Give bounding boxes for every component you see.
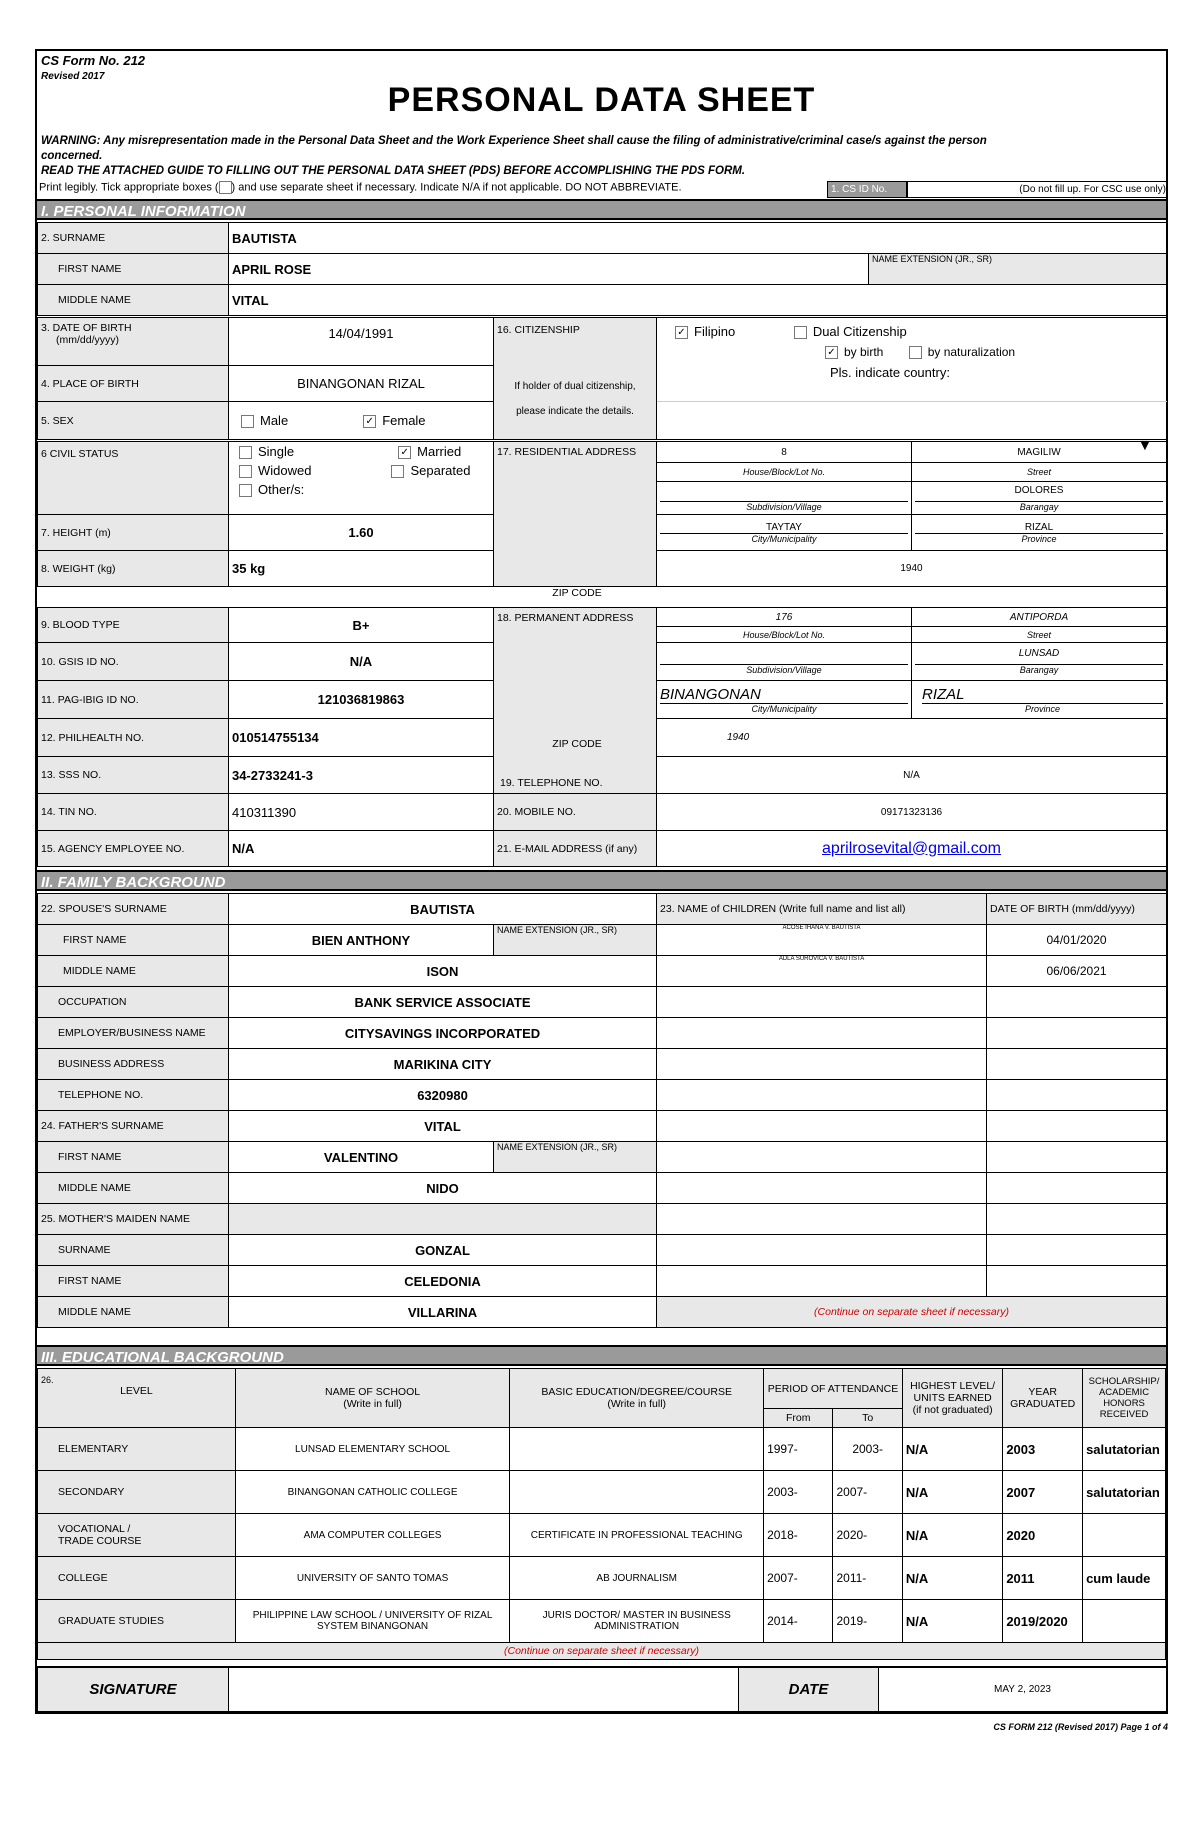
- table-row: [38, 1600, 1166, 1643]
- date-label: DATE: [739, 1667, 879, 1711]
- child-dob-4[interactable]: [987, 1018, 1167, 1049]
- section-family: II. FAMILY BACKGROUND: [37, 870, 1166, 891]
- by-naturalization-checkbox[interactable]: [909, 346, 922, 359]
- height-label: 7. HEIGHT (m): [38, 515, 229, 551]
- family-table: [37, 893, 1167, 1328]
- father-surname-field[interactable]: VITAL: [229, 1111, 657, 1142]
- tin-label: 14. TIN NO.: [38, 794, 229, 831]
- permanent-label: 18. PERMANENT ADDRESS: [494, 608, 657, 794]
- page-footer: CS FORM 212 (Revised 2017) Page 1 of 4: [993, 1722, 1168, 1732]
- edu-to[interactable]: 2007-: [833, 1471, 902, 1514]
- residential-label: 17. RESIDENTIAL ADDRESS: [497, 446, 637, 458]
- pagibig-field[interactable]: 121036819863: [229, 681, 494, 719]
- child-row-9[interactable]: [657, 1173, 987, 1204]
- mother-middle-label: MIDDLE NAME: [38, 1297, 229, 1328]
- philhealth-field[interactable]: 010514755134: [229, 719, 494, 757]
- email-label: 21. E-MAIL ADDRESS (if any): [494, 831, 657, 867]
- perm-street-caption: Street: [912, 627, 1167, 643]
- employer-field[interactable]: CITYSAVINGS INCORPORATED: [229, 1018, 657, 1049]
- res-zip-field[interactable]: 1940: [657, 551, 1167, 587]
- personal-details-table: [37, 317, 1167, 440]
- from-header: From: [764, 1409, 833, 1428]
- civil-status-field: [229, 442, 494, 515]
- perm-barangay-caption: Barangay: [915, 664, 1163, 675]
- civil-status-label: 6 CIVIL STATUS: [38, 442, 229, 515]
- others-label: Other/s:: [258, 482, 305, 498]
- telephone-field[interactable]: N/A: [657, 757, 1167, 794]
- edu-course[interactable]: [510, 1428, 764, 1471]
- perm-city-caption: City/Municipality: [660, 703, 908, 714]
- name-table: [37, 222, 1167, 316]
- children-dob-label: DATE OF BIRTH (mm/dd/yyyy): [987, 894, 1167, 925]
- mobile-field[interactable]: 09171323136: [657, 794, 1167, 831]
- school-header: NAME OF SCHOOL (Write in full): [235, 1369, 509, 1428]
- edu-continue-note: (Continue on separate sheet if necessary): [38, 1643, 1166, 1660]
- height-field[interactable]: 1.60: [229, 515, 494, 551]
- edu-to[interactable]: 2011-: [833, 1557, 902, 1600]
- agency-label: 15. AGENCY EMPLOYEE NO.: [38, 831, 229, 867]
- edu-from[interactable]: 2018-: [764, 1514, 833, 1557]
- spouse-telephone-label: TELEPHONE NO.: [38, 1080, 229, 1111]
- occupation-label: OCCUPATION: [38, 987, 229, 1018]
- edu-honors[interactable]: salutatorian: [1083, 1428, 1166, 1471]
- perm-subdivision-caption: Subdivision/Village: [660, 664, 908, 675]
- res-city-field[interactable]: TAYTAY City/Municipality: [657, 515, 912, 551]
- edu-highest[interactable]: N/A: [902, 1557, 1002, 1600]
- pagibig-label: 11. PAG-IBIG ID NO.: [38, 681, 229, 719]
- perm-province-caption: Province: [922, 703, 1163, 714]
- perm-house-field[interactable]: 176: [657, 608, 912, 627]
- city-caption: City/Municipality: [660, 533, 908, 544]
- indicate-country-label: Pls. indicate country:: [830, 365, 950, 381]
- period-header: PERIOD OF ATTENDANCE: [764, 1369, 903, 1409]
- edu-from[interactable]: 2003-: [764, 1471, 833, 1514]
- table-row: [38, 1557, 1166, 1600]
- spouse-surname-field[interactable]: BAUTISTA: [229, 894, 657, 925]
- subdivision-caption: Subdivision/Village: [660, 501, 908, 512]
- mobile-label: 20. MOBILE NO.: [494, 794, 657, 831]
- child-dob-12[interactable]: [987, 1266, 1167, 1297]
- spouse-middle-field[interactable]: ISON: [229, 956, 657, 987]
- telephone-label: 19. TELEPHONE NO.: [500, 777, 603, 789]
- father-middle-field[interactable]: NIDO: [229, 1173, 657, 1204]
- email-link[interactable]: aprilrosevital@gmail.com: [822, 839, 1001, 857]
- edu-year[interactable]: 2019/2020: [1003, 1600, 1083, 1643]
- print-instruction: Print legibly. Tick appropriate boxes ( ) and use separate sheet if necessary. Indicate N/A if not applicable. DO NOT ABBREVIATE.: [39, 181, 682, 194]
- res-zip-label: ZIP CODE: [552, 587, 602, 599]
- male-label: Male: [260, 412, 289, 428]
- edu-to[interactable]: 2019-: [833, 1600, 902, 1643]
- level-header: 26. LEVEL: [38, 1369, 236, 1428]
- employer-label: EMPLOYER/BUSINESS NAME: [38, 1018, 229, 1049]
- signature-table: [37, 1666, 1167, 1712]
- weight-label: 8. WEIGHT (kg): [38, 551, 229, 587]
- female-checkbox[interactable]: ✓: [363, 415, 376, 428]
- child-row-11[interactable]: [657, 1235, 987, 1266]
- blood-type-field[interactable]: B+: [229, 608, 494, 643]
- res-subdivision-field[interactable]: [657, 482, 912, 515]
- personal-details-table-2: [37, 441, 1167, 587]
- edu-school[interactable]: LUNSAD ELEMENTARY SCHOOL: [235, 1428, 509, 1471]
- house-caption: House/Block/Lot No.: [657, 463, 912, 482]
- barangay-caption: Barangay: [915, 501, 1163, 512]
- dob-label: 3. DATE OF BIRTH: [41, 322, 132, 334]
- edu-from[interactable]: 2014-: [764, 1600, 833, 1643]
- citizenship-field: [657, 318, 1167, 402]
- perm-zip-field[interactable]: 1940: [657, 719, 1167, 757]
- father-middle-label: MIDDLE NAME: [38, 1173, 229, 1204]
- sex-field: [229, 402, 494, 440]
- edu-from[interactable]: 1997-: [764, 1428, 833, 1471]
- middle-name-label: MIDDLE NAME: [38, 285, 229, 316]
- edu-course[interactable]: CERTIFICATE IN PROFESSIONAL TEACHING: [510, 1514, 764, 1557]
- edu-school[interactable]: BINANGONAN CATHOLIC COLLEGE: [235, 1471, 509, 1514]
- widowed-checkbox[interactable]: [239, 465, 252, 478]
- sss-label: 13. SSS NO.: [38, 757, 229, 794]
- child-row-6[interactable]: [657, 1080, 987, 1111]
- widowed-label: Widowed: [258, 463, 312, 479]
- family-continue-note: (Continue on separate sheet if necessary): [657, 1297, 1167, 1328]
- child-dob-5[interactable]: [987, 1049, 1167, 1080]
- business-address-field[interactable]: MARIKINA CITY: [229, 1049, 657, 1080]
- spouse-middle-label: MIDDLE NAME: [38, 956, 229, 987]
- citizenship-label-cell: [494, 318, 657, 440]
- child-dob-8[interactable]: [987, 1142, 1167, 1173]
- child-2-name[interactable]: ADLA SUROVICA V. BAUTISTA: [657, 956, 987, 987]
- res-house-field[interactable]: 8: [657, 442, 912, 463]
- name-extension-field[interactable]: NAME EXTENSION (JR., SR): [869, 254, 1167, 285]
- mother-surname-field[interactable]: GONZAL: [229, 1235, 657, 1266]
- edu-school[interactable]: PHILIPPINE LAW SCHOOL / UNIVERSITY OF RIZAL SYSTEM BINANGONAN: [235, 1600, 509, 1643]
- edu-level: GRADUATE STUDIES: [38, 1600, 236, 1643]
- female-label: Female: [382, 412, 426, 428]
- edu-level: VOCATIONAL / TRADE COURSE: [38, 1514, 236, 1557]
- dual-note-2: please indicate the details.: [516, 406, 634, 417]
- child-row-8[interactable]: [657, 1142, 987, 1173]
- filipino-checkbox[interactable]: ✓: [675, 326, 688, 339]
- child-dob-10[interactable]: [987, 1204, 1167, 1235]
- province-caption: Province: [915, 533, 1163, 544]
- single-label: Single: [258, 444, 295, 459]
- filipino-label: Filipino: [694, 324, 736, 339]
- blood-type-label: 9. BLOOD TYPE: [38, 608, 229, 643]
- spouse-extension-field[interactable]: NAME EXTENSION (JR., SR): [494, 925, 657, 956]
- by-birth-checkbox[interactable]: ✓: [825, 346, 838, 359]
- married-label: Married: [417, 444, 462, 459]
- edu-year[interactable]: 2020: [1003, 1514, 1083, 1557]
- first-name-label: FIRST NAME: [38, 254, 229, 285]
- edu-honors[interactable]: [1083, 1514, 1166, 1557]
- mother-maiden-label: 25. MOTHER'S MAIDEN NAME: [38, 1204, 229, 1235]
- perm-subdivision-field[interactable]: [657, 643, 912, 681]
- child-dob-7[interactable]: [987, 1111, 1167, 1142]
- occupation-field[interactable]: BANK SERVICE ASSOCIATE: [229, 987, 657, 1018]
- edu-highest[interactable]: N/A: [902, 1471, 1002, 1514]
- gsis-field[interactable]: N/A: [229, 643, 494, 681]
- father-extension-field[interactable]: NAME EXTENSION (JR., SR): [494, 1142, 657, 1173]
- male-checkbox[interactable]: [241, 415, 254, 428]
- married-checkbox[interactable]: ✓: [398, 446, 411, 459]
- street-caption: Street: [912, 463, 1167, 482]
- children-label: 23. NAME of CHILDREN (Write full name and list all): [657, 894, 987, 925]
- signature-field[interactable]: [229, 1667, 739, 1711]
- spouse-first-field[interactable]: BIEN ANTHONY: [229, 925, 494, 956]
- child-row-4[interactable]: [657, 1018, 987, 1049]
- spouse-surname-label: 22. SPOUSE'S SURNAME: [38, 894, 229, 925]
- edu-level: COLLEGE: [38, 1557, 236, 1600]
- mother-middle-field[interactable]: VILLARINA: [229, 1297, 657, 1328]
- by-birth-label: by birth: [844, 345, 884, 360]
- child-dob-11[interactable]: [987, 1235, 1167, 1266]
- edu-school[interactable]: UNIVERSITY OF SANTO TOMAS: [235, 1557, 509, 1600]
- pds-form: [35, 49, 1168, 1714]
- child-1-name[interactable]: ACOSE IHANA V. BAUTISTA: [657, 925, 987, 956]
- child-2-dob[interactable]: 06/06/2021: [987, 956, 1167, 987]
- page-title: PERSONAL DATA SHEET: [387, 81, 816, 119]
- read-guide-text: READ THE ATTACHED GUIDE TO FILLING OUT THE PERSONAL DATA SHEET (PDS) BEFORE ACCOMPLISHING THE PDS FORM.: [41, 165, 746, 177]
- mother-spacer: [229, 1204, 657, 1235]
- child-dob-6[interactable]: [987, 1080, 1167, 1111]
- child-row-3[interactable]: [657, 987, 987, 1018]
- year-graduated-header: YEAR GRADUATED: [1003, 1369, 1083, 1428]
- table-row: [38, 1428, 1166, 1471]
- dob-label-cell: [38, 318, 229, 366]
- to-header: To: [833, 1409, 902, 1428]
- perm-province-field[interactable]: RIZAL Province: [912, 681, 1167, 719]
- father-first-label: FIRST NAME: [38, 1142, 229, 1173]
- edu-course[interactable]: JURIS DOCTOR/ MASTER IN BUSINESS ADMINISTRATION: [510, 1600, 764, 1643]
- by-naturalization-label: by naturalization: [927, 345, 1016, 360]
- dob-field[interactable]: 14/04/1991: [229, 318, 494, 366]
- perm-zip-label: ZIP CODE: [552, 738, 602, 750]
- cs-id-field: [907, 181, 1167, 198]
- warning-text: WARNING: Any misrepresentation made in the Personal Data Sheet and the Work Experience Sheet shall cause the filing of administrative/criminal case/s against the person: [41, 135, 987, 147]
- spouse-first-label: FIRST NAME: [38, 925, 229, 956]
- pob-field[interactable]: BINANGONAN RIZAL: [229, 366, 494, 402]
- cs-id-note: (Do not fill up. For CSC use only): [1019, 184, 1166, 195]
- mother-surname-label: SURNAME: [38, 1235, 229, 1266]
- form-number: CS Form No. 212: [41, 53, 146, 68]
- child-row-5[interactable]: [657, 1049, 987, 1080]
- course-header: BASIC EDUCATION/DEGREE/COURSE (Write in full): [510, 1369, 764, 1428]
- edu-school[interactable]: AMA COMPUTER COLLEGES: [235, 1514, 509, 1557]
- philhealth-label: 12. PHILHEALTH NO.: [38, 719, 229, 757]
- others-checkbox[interactable]: [239, 484, 252, 497]
- edu-honors[interactable]: [1083, 1600, 1166, 1643]
- edu-year[interactable]: 2011: [1003, 1557, 1083, 1600]
- education-table: [37, 1368, 1166, 1660]
- signature-label: SIGNATURE: [38, 1667, 229, 1711]
- dual-note-1: If holder of dual citizenship,: [514, 381, 636, 392]
- personal-ids-table: [37, 607, 1167, 867]
- res-province-field[interactable]: RIZAL Province: [912, 515, 1167, 551]
- edu-year[interactable]: 2003: [1003, 1428, 1083, 1471]
- cs-id-label: 1. CS ID No.: [827, 181, 907, 198]
- res-barangay-field[interactable]: DOLORES Barangay: [912, 482, 1167, 515]
- edu-course[interactable]: [510, 1471, 764, 1514]
- edu-honors[interactable]: salutatorian: [1083, 1471, 1166, 1514]
- table-row: [38, 1514, 1166, 1557]
- perm-house-caption: House/Block/Lot No.: [657, 627, 912, 643]
- dual-citizenship-label: Dual Citizenship: [812, 324, 907, 339]
- email-field[interactable]: [657, 831, 1167, 867]
- edu-highest[interactable]: N/A: [902, 1428, 1002, 1471]
- edu-year[interactable]: 2007: [1003, 1471, 1083, 1514]
- first-name-field[interactable]: APRIL ROSE: [229, 254, 869, 285]
- res-street-field[interactable]: MAGILIW: [912, 442, 1167, 463]
- father-first-field[interactable]: VALENTINO: [229, 1142, 494, 1173]
- father-surname-label: 24. FATHER'S SURNAME: [38, 1111, 229, 1142]
- residential-label-cell: [494, 442, 657, 587]
- surname-field[interactable]: BAUTISTA: [229, 223, 1167, 254]
- edu-to[interactable]: 2003-: [833, 1428, 902, 1471]
- checkbox-icon: [219, 181, 232, 194]
- edu-to[interactable]: 2020-: [833, 1514, 902, 1557]
- separated-checkbox[interactable]: [391, 465, 404, 478]
- edu-honors[interactable]: cum laude: [1083, 1557, 1166, 1600]
- warning-text-2: concerned.: [41, 150, 103, 162]
- mother-first-label: FIRST NAME: [38, 1266, 229, 1297]
- table-row: [38, 1471, 1166, 1514]
- tin-field[interactable]: 410311390: [229, 794, 494, 831]
- agency-field[interactable]: N/A: [229, 831, 494, 867]
- surname-label: 2. SURNAME: [38, 223, 229, 254]
- pob-label: 4. PLACE OF BIRTH: [38, 366, 229, 402]
- highest-level-header: HIGHEST LEVEL/ UNITS EARNED (if not graduated): [902, 1369, 1002, 1428]
- edu-highest[interactable]: N/A: [902, 1514, 1002, 1557]
- child-row-10[interactable]: [657, 1204, 987, 1235]
- dob-format: (mm/dd/yyyy): [56, 334, 119, 346]
- section-personal-info: I. PERSONAL INFORMATION: [37, 199, 1166, 220]
- form-revision: Revised 2017: [41, 71, 105, 82]
- middle-name-field[interactable]: VITAL: [229, 285, 1167, 316]
- perm-barangay-field[interactable]: LUNSAD Barangay: [912, 643, 1167, 681]
- child-row-12[interactable]: [657, 1266, 987, 1297]
- mother-first-field[interactable]: CELEDONIA: [229, 1266, 657, 1297]
- single-checkbox[interactable]: [239, 446, 252, 459]
- country-dropdown[interactable]: [657, 402, 1167, 440]
- dropdown-arrow-icon[interactable]: ▼: [1137, 437, 1153, 454]
- child-dob-3[interactable]: [987, 987, 1167, 1018]
- child-1-dob[interactable]: 04/01/2020: [987, 925, 1167, 956]
- perm-city-field[interactable]: BINANGONAN City/Municipality: [657, 681, 912, 719]
- weight-field[interactable]: 35 kg: [229, 551, 494, 587]
- edu-from[interactable]: 2007-: [764, 1557, 833, 1600]
- sss-field[interactable]: 34-2733241-3: [229, 757, 494, 794]
- citizenship-label: 16. CITIZENSHIP: [497, 324, 580, 336]
- gsis-label: 10. GSIS ID NO.: [38, 643, 229, 681]
- spouse-telephone-field[interactable]: 6320980: [229, 1080, 657, 1111]
- edu-level: ELEMENTARY: [38, 1428, 236, 1471]
- child-dob-9[interactable]: [987, 1173, 1167, 1204]
- dual-citizenship-checkbox[interactable]: [794, 326, 807, 339]
- date-field[interactable]: MAY 2, 2023: [879, 1667, 1167, 1711]
- child-row-7[interactable]: [657, 1111, 987, 1142]
- edu-highest[interactable]: N/A: [902, 1600, 1002, 1643]
- edu-level: SECONDARY: [38, 1471, 236, 1514]
- sex-label: 5. SEX: [38, 402, 229, 440]
- separated-label: Separated: [410, 463, 471, 479]
- honors-header: SCHOLARSHIP/ ACADEMIC HONORS RECEIVED: [1083, 1369, 1166, 1428]
- section-education: III. EDUCATIONAL BACKGROUND: [37, 1345, 1166, 1366]
- perm-street-field[interactable]: ANTIPORDA: [912, 608, 1167, 627]
- business-address-label: BUSINESS ADDRESS: [38, 1049, 229, 1080]
- edu-course[interactable]: AB JOURNALISM: [510, 1557, 764, 1600]
